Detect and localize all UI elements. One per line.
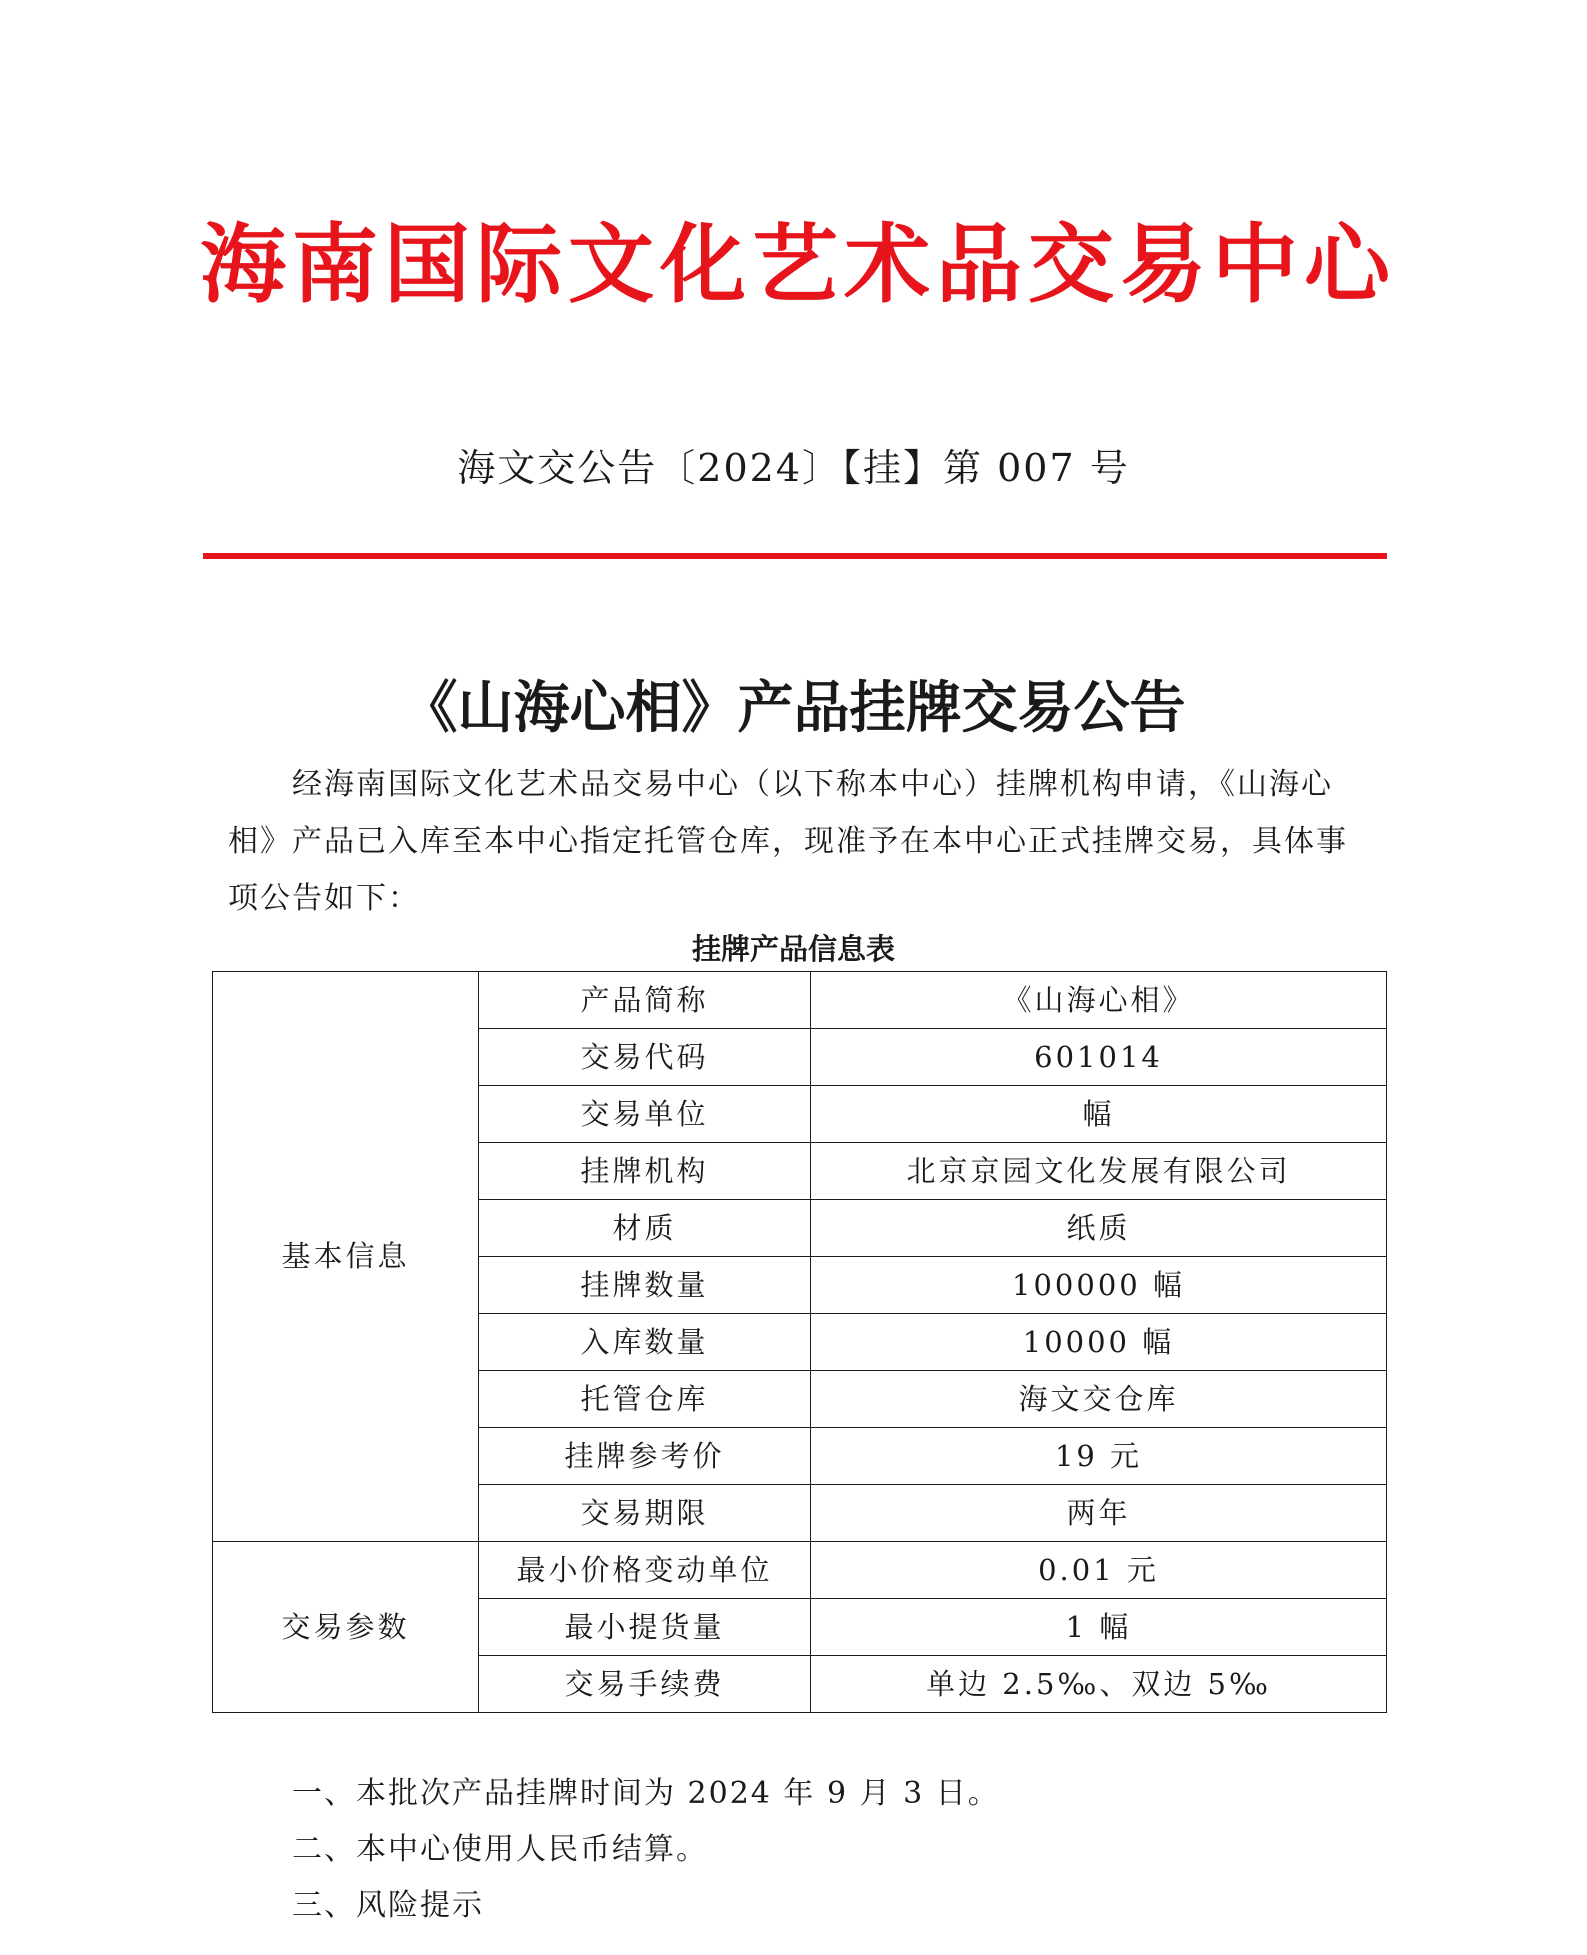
organization-title-char: 海: [200, 214, 286, 315]
organization-title-char: 品: [936, 214, 1022, 315]
field-value: 601014: [811, 1029, 1387, 1086]
product-info-table: [212, 971, 1387, 1713]
field-label: 材质: [479, 1200, 811, 1257]
field-value: 海文交仓库: [811, 1371, 1387, 1428]
table-caption: 挂牌产品信息表: [691, 932, 895, 966]
list-item: 二、本中心使用人民币结算。: [292, 1832, 708, 1867]
group-label-basic-info: 基本信息: [213, 972, 479, 1542]
field-label: 最小价格变动单位: [479, 1542, 811, 1599]
organization-title-char: 文: [568, 214, 654, 315]
list-item: 三、风险提示: [292, 1888, 484, 1923]
field-value: 北京京园文化发展有限公司: [811, 1143, 1387, 1200]
field-value: 100000 幅: [811, 1257, 1387, 1314]
field-value: 10000 幅: [811, 1314, 1387, 1371]
organization-title-char: 中: [1212, 214, 1298, 315]
field-value: 纸质: [811, 1200, 1387, 1257]
field-value: 幅: [811, 1086, 1387, 1143]
field-label: 挂牌数量: [479, 1257, 811, 1314]
group-label-trading-params: 交易参数: [213, 1542, 479, 1713]
organization-title-char: 心: [1304, 214, 1390, 315]
organization-title-char: 术: [844, 214, 930, 315]
organization-title-char: 化: [660, 214, 746, 315]
organization-title-char: 际: [476, 214, 562, 315]
field-label: 交易单位: [479, 1086, 811, 1143]
field-label: 交易代码: [479, 1029, 811, 1086]
field-label: 挂牌参考价: [479, 1428, 811, 1485]
organization-title-char: 易: [1120, 214, 1206, 315]
document-number: 海文交公告〔2024〕【挂】第 007 号: [457, 446, 1130, 490]
field-label: 产品简称: [479, 972, 811, 1029]
notice-title: 《山海心相》产品挂牌交易公告: [401, 675, 1186, 741]
organization-title-char: 艺: [752, 214, 838, 315]
organization-title: [200, 205, 1390, 325]
field-label: 最小提货量: [479, 1599, 811, 1656]
field-value: 单边 2.5‰、双边 5‰: [811, 1656, 1387, 1713]
organization-title-char: 国: [384, 214, 470, 315]
field-label: 挂牌机构: [479, 1143, 811, 1200]
field-value: 两年: [811, 1485, 1387, 1542]
field-value: 19 元: [811, 1428, 1387, 1485]
organization-title-char: 南: [292, 214, 378, 315]
field-value: 1 幅: [811, 1599, 1387, 1656]
field-value: 0.01 元: [811, 1542, 1387, 1599]
field-label: 托管仓库: [479, 1371, 811, 1428]
red-divider-line: [203, 553, 1387, 559]
field-label: 交易手续费: [479, 1656, 811, 1713]
table-row: [213, 1542, 1387, 1599]
table-row: [213, 972, 1387, 1029]
field-label: 入库数量: [479, 1314, 811, 1371]
field-label: 交易期限: [479, 1485, 811, 1542]
field-value: 《山海心相》: [811, 972, 1387, 1029]
organization-title-char: 交: [1028, 214, 1114, 315]
list-item: 一、本批次产品挂牌时间为 2024 年 9 月 3 日。: [292, 1776, 1000, 1811]
intro-paragraph: 经海南国际文化艺术品交易中心（以下称本中心）挂牌机构申请，《山海心相》产品已入库至本中心指定托管仓库，现准予在本中心正式挂牌交易，具体事项公告如下：: [228, 767, 1348, 916]
